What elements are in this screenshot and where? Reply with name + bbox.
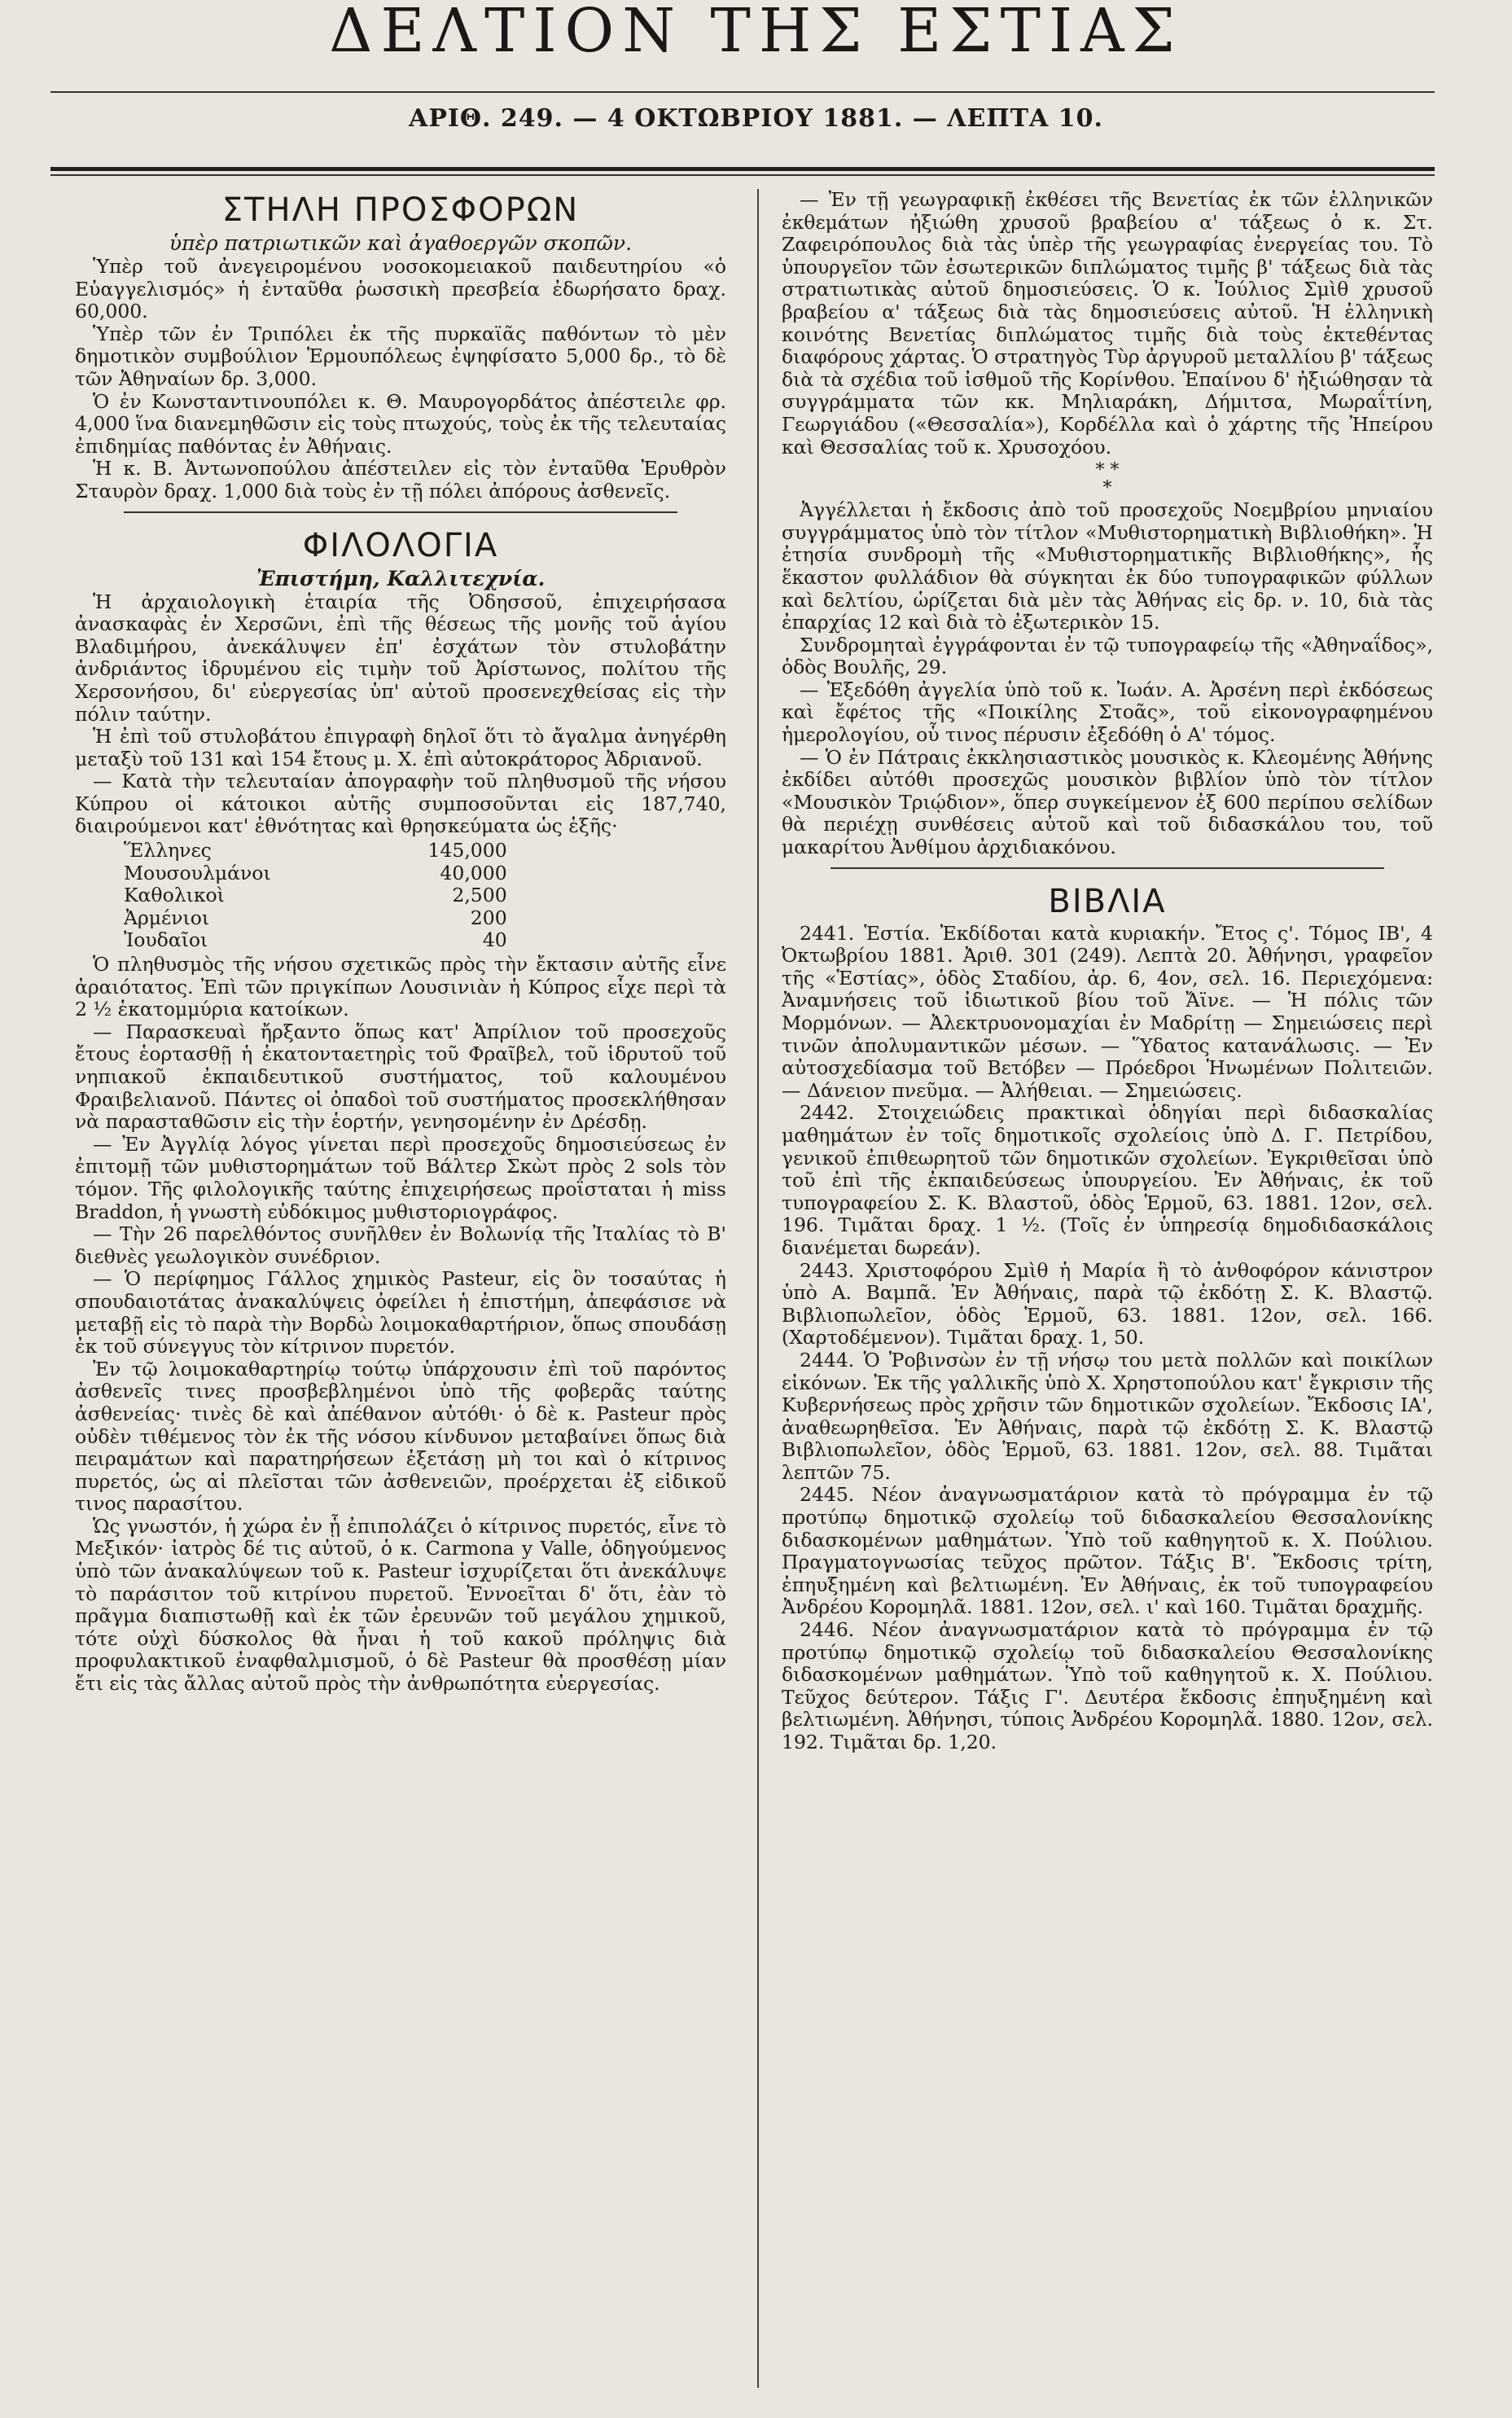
asterism: * * * — [1095, 460, 1120, 499]
paragraph: — Ἐν τῇ γεωγραφικῇ ἐκθέσει τῆς Βενετίας ἐκ τῶν ἑλληνικῶν ἐκθεμάτων ἠξιώθη χρυσοῦ βραβείου α' τάξεως ὁ κ. Στ. Ζαφειρόπουλος διὰ τὰς ὑπὲρ τῆς γεωγραφίας ἐνεργείας του. Τὸ ὑπουργεῖον τῶν ἐσωτερικῶν διπλώματος τιμῆς β' τάξεως διὰ τὰς στρατιωτικὰς αὐτοῦ δημοσιεύσεις. Ὁ κ. Ἰούλιος Σμὶθ χρυσοῦ βραβείου α' τάξεως διὰ τὰς δημοσιεύσεις αὐτοῦ. Ἡ ἑλληνικὴ κοινότης Βενετίας διπλώματος τιμῆς διὰ τοὺς ἐκτεθέντας διαφόρους χάρτας. Ὁ στρατηγὸς Τὺρ ἀργυροῦ μεταλλίου β' τάξεως διὰ τὰ σχέδια τοῦ ἰσθμοῦ τῆς Κορίνθου. Ἐπαίνου δ' ἠξιώθησαν τὰ συγγράμματα τῶν κκ. Μηλιαράκη, Δήμιτσα, Μωραΐτίνη, Γεωργιάδου («Θεσσαλία»), Κορδέλλα καὶ ὁ χάρτης τῆς Ἠπείρου καὶ Θεσσαλίας τοῦ κ. Χρυσοχόου. — [782, 188, 1433, 459]
table-row — [124, 884, 507, 907]
paragraph: Ἐν τῷ λοιμοκαθαρτηρίῳ τούτῳ ὑπάρχουσιν ἐπὶ τοῦ παρόντος ἀσθενεῖς τινες προσβεβλημένοι ὑπὸ τῆς φοβερᾶς ταύτης ἀσθενείας· τινὲς δὲ καὶ ἀπέθανον αὐτόθι· ὁ δὲ κ. Pasteur πρὸς οὐδὲν τιθέμενος τὸν ἐκ τῆς νόσου κίνδυνον μεταβαίνει ὅπως διὰ πειραμάτων καὶ παρατηρήσεων ἐξετάσῃ μὴ τοι καὶ ὁ κίτρινος πυρετός, ὡς αἱ πλεῖσται τῶν ἀσθενειῶν, προέρχεται ἐξ εἰδικοῦ τινος παρασίτου. — [75, 1357, 726, 1516]
right-column — [782, 189, 1433, 1754]
census-value: 40,000 — [440, 861, 507, 884]
book-entry: 2443. Χριστοφόρου Σμὶθ ἡ Μαρία ἢ τὸ ἀνθοφόρον κάνιστρον ὑπὸ Α. Βαμπᾶ. Ἐν Ἀθήναις, παρὰ τῷ ἐκδότῃ Σ. Κ. Βλαστῷ. Βιβλιοπωλεῖον, ὁδὸς Ἑρμοῦ, 63. 1881. 12ον, σελ. 166. (Χαρτοδέμενον). Τιμᾶται δραχ. 1, 50. — [782, 1258, 1433, 1349]
section-subtitle-stili: ὑπὲρ πατριωτικῶν καὶ ἀγαθοεργῶν σκοπῶν. — [169, 231, 633, 255]
paragraph: — Ὁ ἐν Πάτραις ἐκκλησιαστικὸς μουσικὸς κ. Κλεομένης Ἀθήνης ἐκδίδει αὐτόθι προσεχῶς μουσικὸν βιβλίον ὑπὸ τὸν τίτλον «Μουσικὸν Τριῴδιον», ὅπερ συγκείμενον ἐξ 600 περίπου σελίδων θὰ περιέχῃ συνθέσεις αὐτοῦ καὶ τοῦ διδασκάλου του, τοῦ μακαρίτου Ἀνθίμου ἀρχιδιακόνου. — [782, 745, 1433, 859]
census-value: 200 — [470, 906, 507, 929]
paragraph: Ὑπὲρ τοῦ ἀνεγειρομένου νοσοκομειακοῦ παιδευτηρίου «ὁ Εὐαγγελισμός» ἡ ἐνταῦθα ῥωσσικὴ πρεσβεία ἐδωρήσατο δραχ. 60,000. — [75, 255, 726, 323]
census-label: Καθολικοὶ — [124, 884, 225, 907]
census-table — [124, 840, 507, 952]
column-divider — [757, 189, 759, 2388]
census-label: Μουσουλμάνοι — [124, 861, 271, 884]
census-label: Ἀρμένιοι — [124, 906, 210, 929]
book-entry: 2444. Ὁ Ῥοβινσὼν ἐν τῇ νήσῳ του μετὰ πολλῶν καὶ ποικίλων εἰκόνων. Ἐκ τῆς γαλλικῆς ὑπὸ Χ. Χρηστοπούλου κατ' ἔγκρισιν τῆς Κυβερνήσεως πρὸς χρῆσιν τῶν δημοτικῶν σχολείων. Ἔκδοσις ΙΑ', ἀναθεωρηθεῖσα. Ἐν Ἀθήναις, παρὰ τῷ ἐκδότῃ Σ. Κ. Βλαστῷ Βιβλιοπωλεῖον, ὁδὸς Ἑρμοῦ, 63. 1881. 12ον, σελ. 88. Τιμᾶται λεπτῶν 75. — [782, 1348, 1433, 1484]
section-separator — [124, 511, 677, 513]
issue-line: ΑΡΙΘ. 249. — 4 ΟΚΤΩΒΡΙΟΥ 1881. — ΛΕΠΤΑ 10. — [409, 104, 1103, 133]
book-entry: 2445. Νέον ἀναγνωσματάριον κατὰ τὸ πρόγραμμα ἐν τῷ προτύπῳ δημοτικῷ σχολείῳ τοῦ διδασκαλείου Θεσσαλονίκης διδασκομένων μαθημάτων. Ὑπὸ τοῦ καθηγητοῦ κ. Χ. Πούλιου. Πραγματογνωσίας τεῦχος πρῶτον. Τάξις Β'. Ἔκδοσις τρίτη, ἐπηυξημένη καὶ βελτιωμένη. Ἐν Ἀθήναις, ἐκ τοῦ τυπογραφείου Ἀνδρέου Κορομηλᾶ. 1881. 12ον, σελ. ι' καὶ 160. Τιμᾶται δραχμῆς. — [782, 1483, 1433, 1619]
paragraph: — Ἐξεδόθη ἀγγελία ὑπὸ τοῦ κ. Ἰωάν. Α. Ἀρσένη περὶ ἐκδόσεως καὶ ἔφέτος τῆς «Ποικίλης Στοᾶς», τοῦ εἰκονογραφημένου ἡμερολογίου, οὗ τινος πέρυσιν ἐξεδόθη ὁ Α' τόμος. — [782, 678, 1433, 747]
header-rule — [50, 167, 1435, 171]
table-row — [124, 929, 507, 952]
census-value: 145,000 — [427, 839, 507, 862]
paragraph: Ἡ ἀρχαιολογικὴ ἑταιρία τῆς Ὀδησσοῦ, ἐπιχειρήσασα ἀνασκαφὰς ἐν Χερσῶνι, ἐπὶ τῆς θέσεως τῆς μονῆς τοῦ ἁγίου Βλαδιμήρου, ἀνεκάλυψεν ἐπ' ἐσχάτων τὸν στυλοβάτην ἀνδριάντος ἱδρυμένου εἰς τιμὴν τοῦ Ἀρίστωνος, πολίτου τῆς Χερσονήσου, δι' εὐεργεσίας ὑπ' αὐτοῦ προσενεχθείσας εἰς τὴν πόλιν ταύτην. — [75, 590, 726, 726]
paragraph: Ὁ ἐν Κωνσταντινουπόλει κ. Θ. Μαυρογορδάτος ἀπέστειλε φρ. 4,000 ἵνα διανεμηθῶσιν εἰς τοὺς πτωχούς, τοὺς ἐκ τῆς τελευταίας ἐπιδημίας παθόντας ἐν Ἀθήναις. — [75, 389, 726, 458]
table-row — [124, 907, 507, 930]
paragraph: Ἡ ἐπὶ τοῦ στυλοβάτου ἐπιγραφὴ δηλοῖ ὅτι τὸ ἄγαλμα ἀνηγέρθη μεταξὺ τοῦ 131 καὶ 154 ἔτους μ. Χ. ἐπὶ αὐτοκράτορος Ἀδριανοῦ. — [75, 725, 726, 770]
header-rule-thin — [50, 174, 1435, 176]
masthead: ΔΕΛΤΙΟΝ ΤΗΣ ΕΣΤΙΑΣ — [329, 0, 1183, 65]
section-title-stili: ΣΤΗΛΗ ΠΡΟΣΦΟΡΩΝ — [221, 191, 580, 229]
masthead-rule — [50, 91, 1435, 93]
section-subtitle-filologia: Ἐπιστήμη, Καλλιτεχνία. — [256, 566, 546, 590]
section-title-vivlia: ΒΙΒΛΙΑ — [1048, 882, 1167, 920]
paragraph: Ἡ κ. Β. Ἀντωνοπούλου ἀπέστειλεν εἰς τὸν ἐνταῦθα Ἐρυθρὸν Σταυρὸν δραχ. 1,000 διὰ τοὺς ἐν τῇ πόλει ἀπόρους ἀσθενεῖς. — [75, 457, 726, 502]
book-entry: 2442. Στοιχειώδεις πρακτικαὶ ὁδηγίαι περὶ διδασκαλίας μαθημάτων ἐν τοῖς δημοτικοῖς σχολείοις ὑπὸ Δ. Γ. Πετρίδου, γενικοῦ ἐπιθεωρητοῦ τῶν δημοτικῶν σχολείων. Ἐγκριθεῖσαι ὑπὸ τοῦ ἐπὶ τῆς ἐκπαιδεύσεως ὑπουργείου. Ἐν Ἀθήναις, ἐκ τοῦ τυπογραφείου Σ. Κ. Βλαστοῦ, ὁδὸς Ἑρμοῦ, 63. 1881. 12ον, σελ. 196. Τιμᾶται δραχ. 1 ½. (Τοῖς ἐν ὑπηρεσίᾳ δημοδιδασκάλοις διανέμεται δωρεάν). — [782, 1101, 1433, 1259]
section-separator — [831, 867, 1384, 869]
book-entry: 2446. Νέον ἀναγνωσματάριον κατὰ τὸ πρόγραμμα ἐν τῷ προτύπῳ δημοτικῷ σχολείῳ τοῦ διδασκαλείου Θεσσαλονίκης διδασκομένων μαθημάτων. Ὑπὸ τοῦ καθηγητοῦ κ. Χ. Πούλιου. Τεῦχος δεύτερον. Τάξις Γ'. Δευτέρα ἔκδοσις ἐπηυξημένη καὶ βελτιωμένη. Ἀθήνησι, τύποις Ἀνδρέου Κορομηλᾶ. 1880. 12ον, σελ. 192. Τιμᾶται δρ. 1,20. — [782, 1618, 1433, 1753]
section-title-filologia: ΦΙΛΟΛΟΓΙΑ — [302, 526, 499, 564]
paragraph: — Ἐν Ἀγγλίᾳ λόγος γίνεται περὶ προσεχοῦς δημοσιεύσεως ἐν ἐπιτομῇ τῶν μυθιστορημάτων τοῦ Βάλτερ Σκὼτ πρὸς 2 sols τὸν τόμον. Τῆς φιλολογικῆς ταύτης ἐπιχειρήσεως προΐσταται ἡ miss Braddon, ἡ γνωστὴ εὐδόκιμος μυθιστοριογράφος. — [75, 1132, 726, 1223]
census-value: 40 — [482, 928, 507, 952]
table-row — [124, 840, 507, 862]
paragraph: — Παρασκευαὶ ἤρξαντο ὅπως κατ' Ἀπρίλιον τοῦ προσεχοῦς ἔτους ἑορτασθῇ ἡ ἑκατονταετηρὶς τοῦ Φραῖβελ, τοῦ ἱδρυτοῦ τοῦ νηπιακοῦ ἐκπαιδευτικοῦ συστήματος, τοῦ καλουμένου Φραιβελιανοῦ. Πάντες οἱ ὀπαδοὶ τοῦ συστήματος προσεκλήθησαν νὰ παρασταθῶσιν εἰς τὴν ἑορτήν, γενησομένην ἐν Δρέσδῃ. — [75, 1020, 726, 1134]
census-label: Ἰουδαῖοι — [124, 928, 208, 952]
left-column — [75, 189, 726, 1696]
census-label: Ἕλληνες — [124, 839, 212, 862]
paragraph: — Κατὰ τὴν τελευταίαν ἀπογραφὴν τοῦ πληθυσμοῦ τῆς νήσου Κύπρου οἱ κάτοικοι αὐτῆς συμποσοῦνται εἰς 187,740, διαιρούμενοι κατ' ἐθνότητας καὶ θρησκεύματα ὡς ἑξῆς· — [75, 770, 726, 838]
paragraph: Ὑπὲρ τῶν ἐν Τριπόλει ἐκ τῆς πυρκαϊᾶς παθόντων τὸ μὲν δημοτικὸν συμβούλιον Ἑρμουπόλεως ἐψηφίσατο 5,000 δρ., τὸ δὲ τῶν Ἀθηναίων δρ. 3,000. — [75, 322, 726, 390]
table-row — [124, 862, 507, 885]
census-value: 2,500 — [452, 884, 507, 907]
paragraph: — Ὁ περίφημος Γάλλος χημικὸς Pasteur, εἰς ὃν τοσαύτας ἡ σπουδαιοτάτας ἀνακαλύψεις ὀφείλει ἡ ἐπιστήμη, ἀπεφάσισε νὰ μεταβῇ εἰς τὸ παρὰ τὴν Βορδὼ λοιμοκαθαρτήριον, ὅπως σπουδάσῃ ἐκ τοῦ σύνεγγυς τὸν κίτρινον πυρετόν. — [75, 1267, 726, 1358]
paragraph: Συνδρομηταὶ ἐγγράφονται ἐν τῷ τυπογραφείῳ τῆς «Ἀθηναΐδος», ὁδὸς Βουλῆς, 29. — [782, 633, 1433, 679]
paragraph: Ὁ πληθυσμὸς τῆς νήσου σχετικῶς πρὸς τὴν ἔκτασιν αὐτῆς εἶνε ἀραιότατος. Ἐπὶ τῶν πριγκίπων Λουσινιὰν ἡ Κύπρος εἶχε περὶ τὰ 2 ½ ἑκατομμύρια κατοίκων. — [75, 953, 726, 1021]
paragraph: — Τὴν 26 παρελθόντος συνῆλθεν ἐν Βολωνίᾳ τῆς Ἰταλίας τὸ Β' διεθνὲς γεωλογικὸν συνέδριον. — [75, 1222, 726, 1268]
paragraph: Ὡς γνωστόν, ἡ χώρα ἐν ᾗ ἐπιπολάζει ὁ κίτρινος πυρετός, εἶνε τὸ Μεξικόν· ἰατρὸς δέ τις αὐτοῦ, ὁ κ. Carmona y Valle, ὁδηγούμενος ὑπὸ τῶν ἀνακαλύψεων τοῦ κ. Pasteur ἰσχυρίζεται ὅτι ἀνεκάλυψε τὸ παράσιτον τοῦ κιτρίνου πυρετοῦ. Ἐννοεῖται δ' ὅτι, ἐὰν τὸ πρᾶγμα διαπιστωθῇ καὶ ἐκ τῶν ἐρευνῶν τοῦ μεγάλου χημικοῦ, τότε οὐχὶ δύσκολος θὰ ἦναι ἡ τοῦ κακοῦ πρόληψις διὰ προφυλακτικοῦ ἐναφθαλμισμοῦ, ὁ δὲ Pasteur θὰ προσθέσῃ μίαν ἔτι εἰς τὰς ἄλλας αὐτοῦ πρὸς τὴν ἀνθρωπότητα εὐεργεσίας. — [75, 1514, 726, 1696]
paragraph: Ἀγγέλλεται ἡ ἔκδοσις ἀπὸ τοῦ προσεχοῦς Νοεμβρίου μηνιαίου συγγράμματος ὑπὸ τὸν τίτλον «Μυθιστορηματικὴ Βιβλιοθήκη». Ἡ ἐτησία συνδρομὴ τῆς «Μυθιστορηματικῆς Βιβλιοθήκης», ἧς ἕκαστον φυλλάδιον θὰ σύγκηται ἐκ δύο τυπογραφικῶν φύλλων καὶ δελτίου, ὡρίζεται διὰ μὲν τὰς Ἀθήνας εἰς δρ. ν. 10, διὰ τὰς ἐπαρχίας 12 καὶ διὰ τὸ ἐξωτερικὸν 15. — [782, 498, 1433, 634]
book-entry: 2441. Ἑστία. Ἐκδίδοται κατὰ κυριακήν. Ἔτος ς'. Τόμος ΙΒ', 4 Ὀκτωβρίου 1881. Ἀριθ. 301 (249). Λεπτὰ 20. Ἀθήνησι, γραφεῖον τῆς «Ἑστίας», ὁδὸς Σταδίου, ἀρ. 6, 4ον, σελ. 16. Περιεχόμενα: Ἀναμνήσεις τοῦ ἰδιωτικοῦ βίου τοῦ Ἄϊνε. — Ἡ πόλις τῶν Μορμόνων. — Ἀλεκτρυονομαχίαι ἐν Μαδρίτῃ — Σημειώσεις περὶ τινῶν ἀπολυμαντικῶν μέσων. — Ὕδατος κατανάλωσις. — Ἐν αὐτοσχεδίασμα τοῦ Βετόβεν — Πρόεδροι Ἡνωμένων Πολιτειῶν. — Δάνειον πνεῦμα. — Ἀλήθειαι. — Σημειώσεις. — [782, 921, 1433, 1102]
